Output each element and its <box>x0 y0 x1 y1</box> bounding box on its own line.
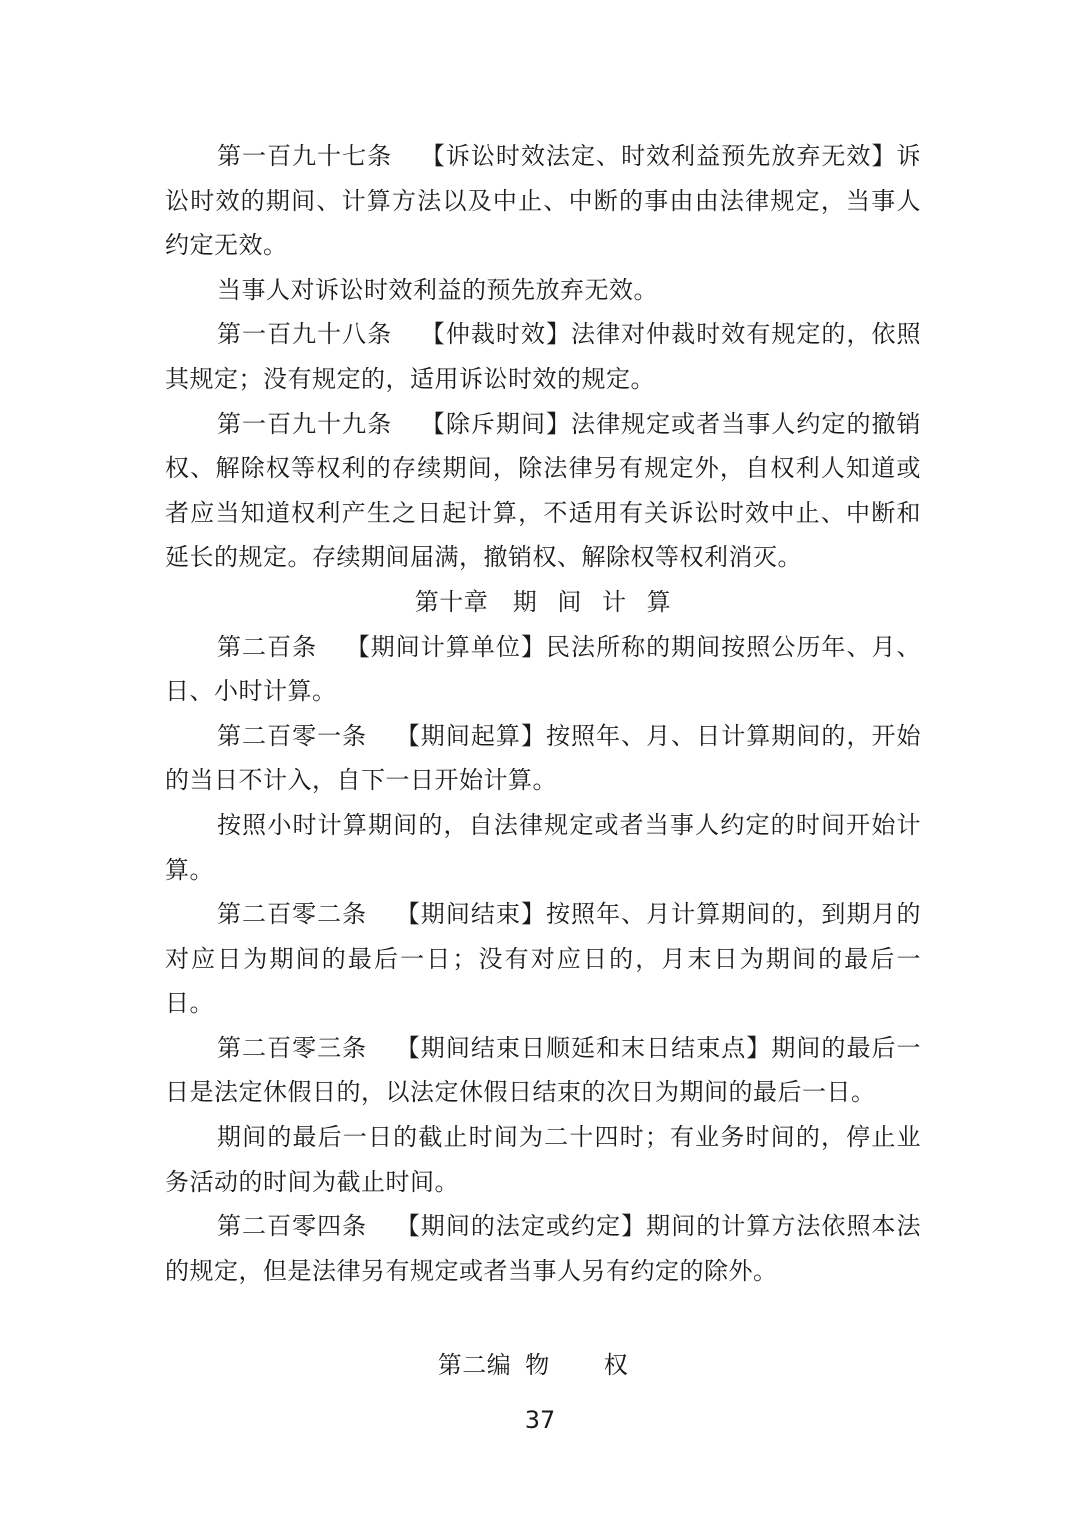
article-203 <box>165 1026 921 1115</box>
article-number: 第二百条 <box>217 632 318 661</box>
article-197 <box>165 134 921 268</box>
document-body <box>165 134 921 1293</box>
article-heading: 【期间结束日顺延和末日结束点】 <box>395 1033 772 1062</box>
article-number: 第二百零四条 <box>217 1212 368 1241</box>
article-number: 第二百零三条 <box>217 1033 368 1062</box>
article-201-paragraph-2: 按照小时计算期间的，自法律规定或者当事人约定的时间开始计算。 <box>165 810 921 884</box>
page-number: 37 <box>524 1406 556 1434</box>
article-body: 法律规定或者当事人约定的撤销权、解除权等权利的存续期间，除法律另有规定外，自权利人知道或者应当知道权利产生之日起计算，不适用有关诉讼时效中止、中断和延长的规定。存续期间届满，撤销权、解除权等权利消灭。 <box>165 409 922 572</box>
part-title-word-2: 权 <box>603 1351 629 1379</box>
article-heading: 【期间计算单位】 <box>345 632 546 661</box>
part-title-word-1: 物 <box>525 1351 550 1379</box>
article-body: 期间的计算方法依照本法的规定，但是法律另有规定或者当事人另有约定的除外。 <box>165 1212 922 1285</box>
article-body: 民法所称的期间按照公历年、月、日、小时计算。 <box>165 632 922 706</box>
article-heading: 【仲裁时效】 <box>420 320 572 349</box>
article-201 <box>165 714 921 803</box>
article-number: 第一百九十八条 <box>217 320 393 349</box>
article-202 <box>165 892 921 1026</box>
article-heading: 【期间的法定或约定】 <box>395 1212 647 1241</box>
article-number: 第二百零二条 <box>217 900 368 929</box>
article-heading: 【期间起算】 <box>395 721 546 750</box>
article-body: 诉讼时效的期间、计算方法以及中止、中断的事由由法律规定，当事人约定无效。 <box>165 142 922 260</box>
article-number: 第二百零一条 <box>217 721 368 750</box>
article-body: 按照年、月计算期间的，到期月的对应日为期间的最后一日；没有对应日的，月末日为期间的最后一日。 <box>165 900 922 1018</box>
articles-section <box>165 134 921 580</box>
article-203-paragraph-2: 期间的最后一日的截止时间为二十四时；有业务时间的，停止业务活动的时间为截止时间。 <box>165 1123 921 1196</box>
article-body: 期间的最后一日是法定休假日的，以法定休假日结束的次日为期间的最后一日。 <box>165 1033 922 1107</box>
article-200 <box>165 625 921 714</box>
article-number: 第一百九十七条 <box>217 142 393 170</box>
article-197-paragraph-2: 当事人对诉讼时效利益的预先放弃无效。 <box>217 275 658 304</box>
part-title <box>0 1345 1080 1385</box>
article-heading: 【诉讼时效法定、时效利益预先放弃无效】 <box>420 142 897 170</box>
chapter-title: 第十章 期 间 计 算 <box>414 587 672 616</box>
article-198 <box>165 312 921 401</box>
article-heading: 【期间结束】 <box>395 900 546 929</box>
part-title-label: 第二编 <box>437 1351 512 1379</box>
article-204 <box>165 1204 921 1293</box>
article-199 <box>165 402 921 580</box>
article-body: 法律对仲裁时效有规定的，依照其规定；没有规定的，适用诉讼时效的规定。 <box>165 320 922 393</box>
article-body: 按照年、月、日计算期间的，开始的当日不计入，自下一日开始计算。 <box>165 721 922 795</box>
chapter-articles-section <box>165 625 921 1294</box>
article-number: 第一百九十九条 <box>217 409 393 438</box>
article-heading: 【除斥期间】 <box>420 409 572 438</box>
